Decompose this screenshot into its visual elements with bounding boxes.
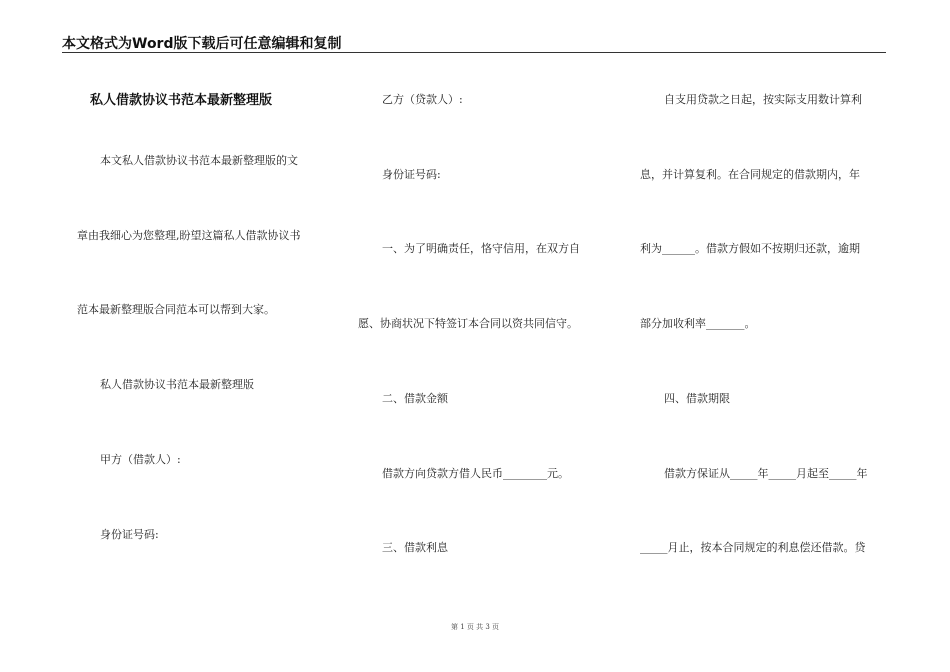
- header-rule: [62, 52, 886, 53]
- middle-line-7: 三、借款利息: [382, 541, 448, 554]
- middle-line-6: 借款方向贷款方借人民币________元。: [382, 467, 569, 480]
- left-line-2: 章由我细心为您整理,盼望这篇私人借款协议书: [77, 229, 301, 242]
- right-line-6: 借款方保证从_____年_____月起至_____年: [664, 467, 868, 480]
- left-line-4: 私人借款协议书范本最新整理版: [100, 378, 254, 391]
- right-line-7: _____月止，按本合同规定的利息偿还借款。贷: [640, 541, 866, 554]
- right-line-5: 四、借款期限: [664, 392, 730, 405]
- right-line-1: 自支用贷款之日起，按实际支用数计算利: [664, 93, 862, 106]
- middle-line-1: 乙方（贷款人）:: [382, 93, 463, 106]
- left-line-5: 甲方（借款人）:: [100, 453, 181, 466]
- middle-line-2: 身份证号码:: [382, 168, 441, 181]
- middle-line-3: 一、为了明确责任，恪守信用，在双方自: [382, 242, 580, 255]
- document-title: 私人借款协议书范本最新整理版: [90, 93, 273, 108]
- left-line-3: 范本最新整理版合同范本可以帮到大家。: [77, 303, 275, 316]
- right-line-3: 利为______。借款方假如不按期归还款，逾期: [640, 242, 860, 255]
- left-line-1: 本文私人借款协议书范本最新整理版的文: [100, 154, 298, 167]
- page-footer: 第 1 页 共 3 页: [450, 623, 500, 631]
- middle-line-4: 愿、协商状况下特签订本合同以资共同信守。: [358, 317, 578, 330]
- header-text: 本文格式为Word版下载后可任意编辑和复制: [62, 36, 342, 52]
- right-line-2: 息，并计算复利。在合同规定的借款期内，年: [640, 168, 860, 181]
- right-line-4: 部分加收利率_______。: [640, 317, 756, 330]
- middle-line-5: 二、借款金额: [382, 392, 448, 405]
- left-line-6: 身份证号码:: [100, 528, 159, 541]
